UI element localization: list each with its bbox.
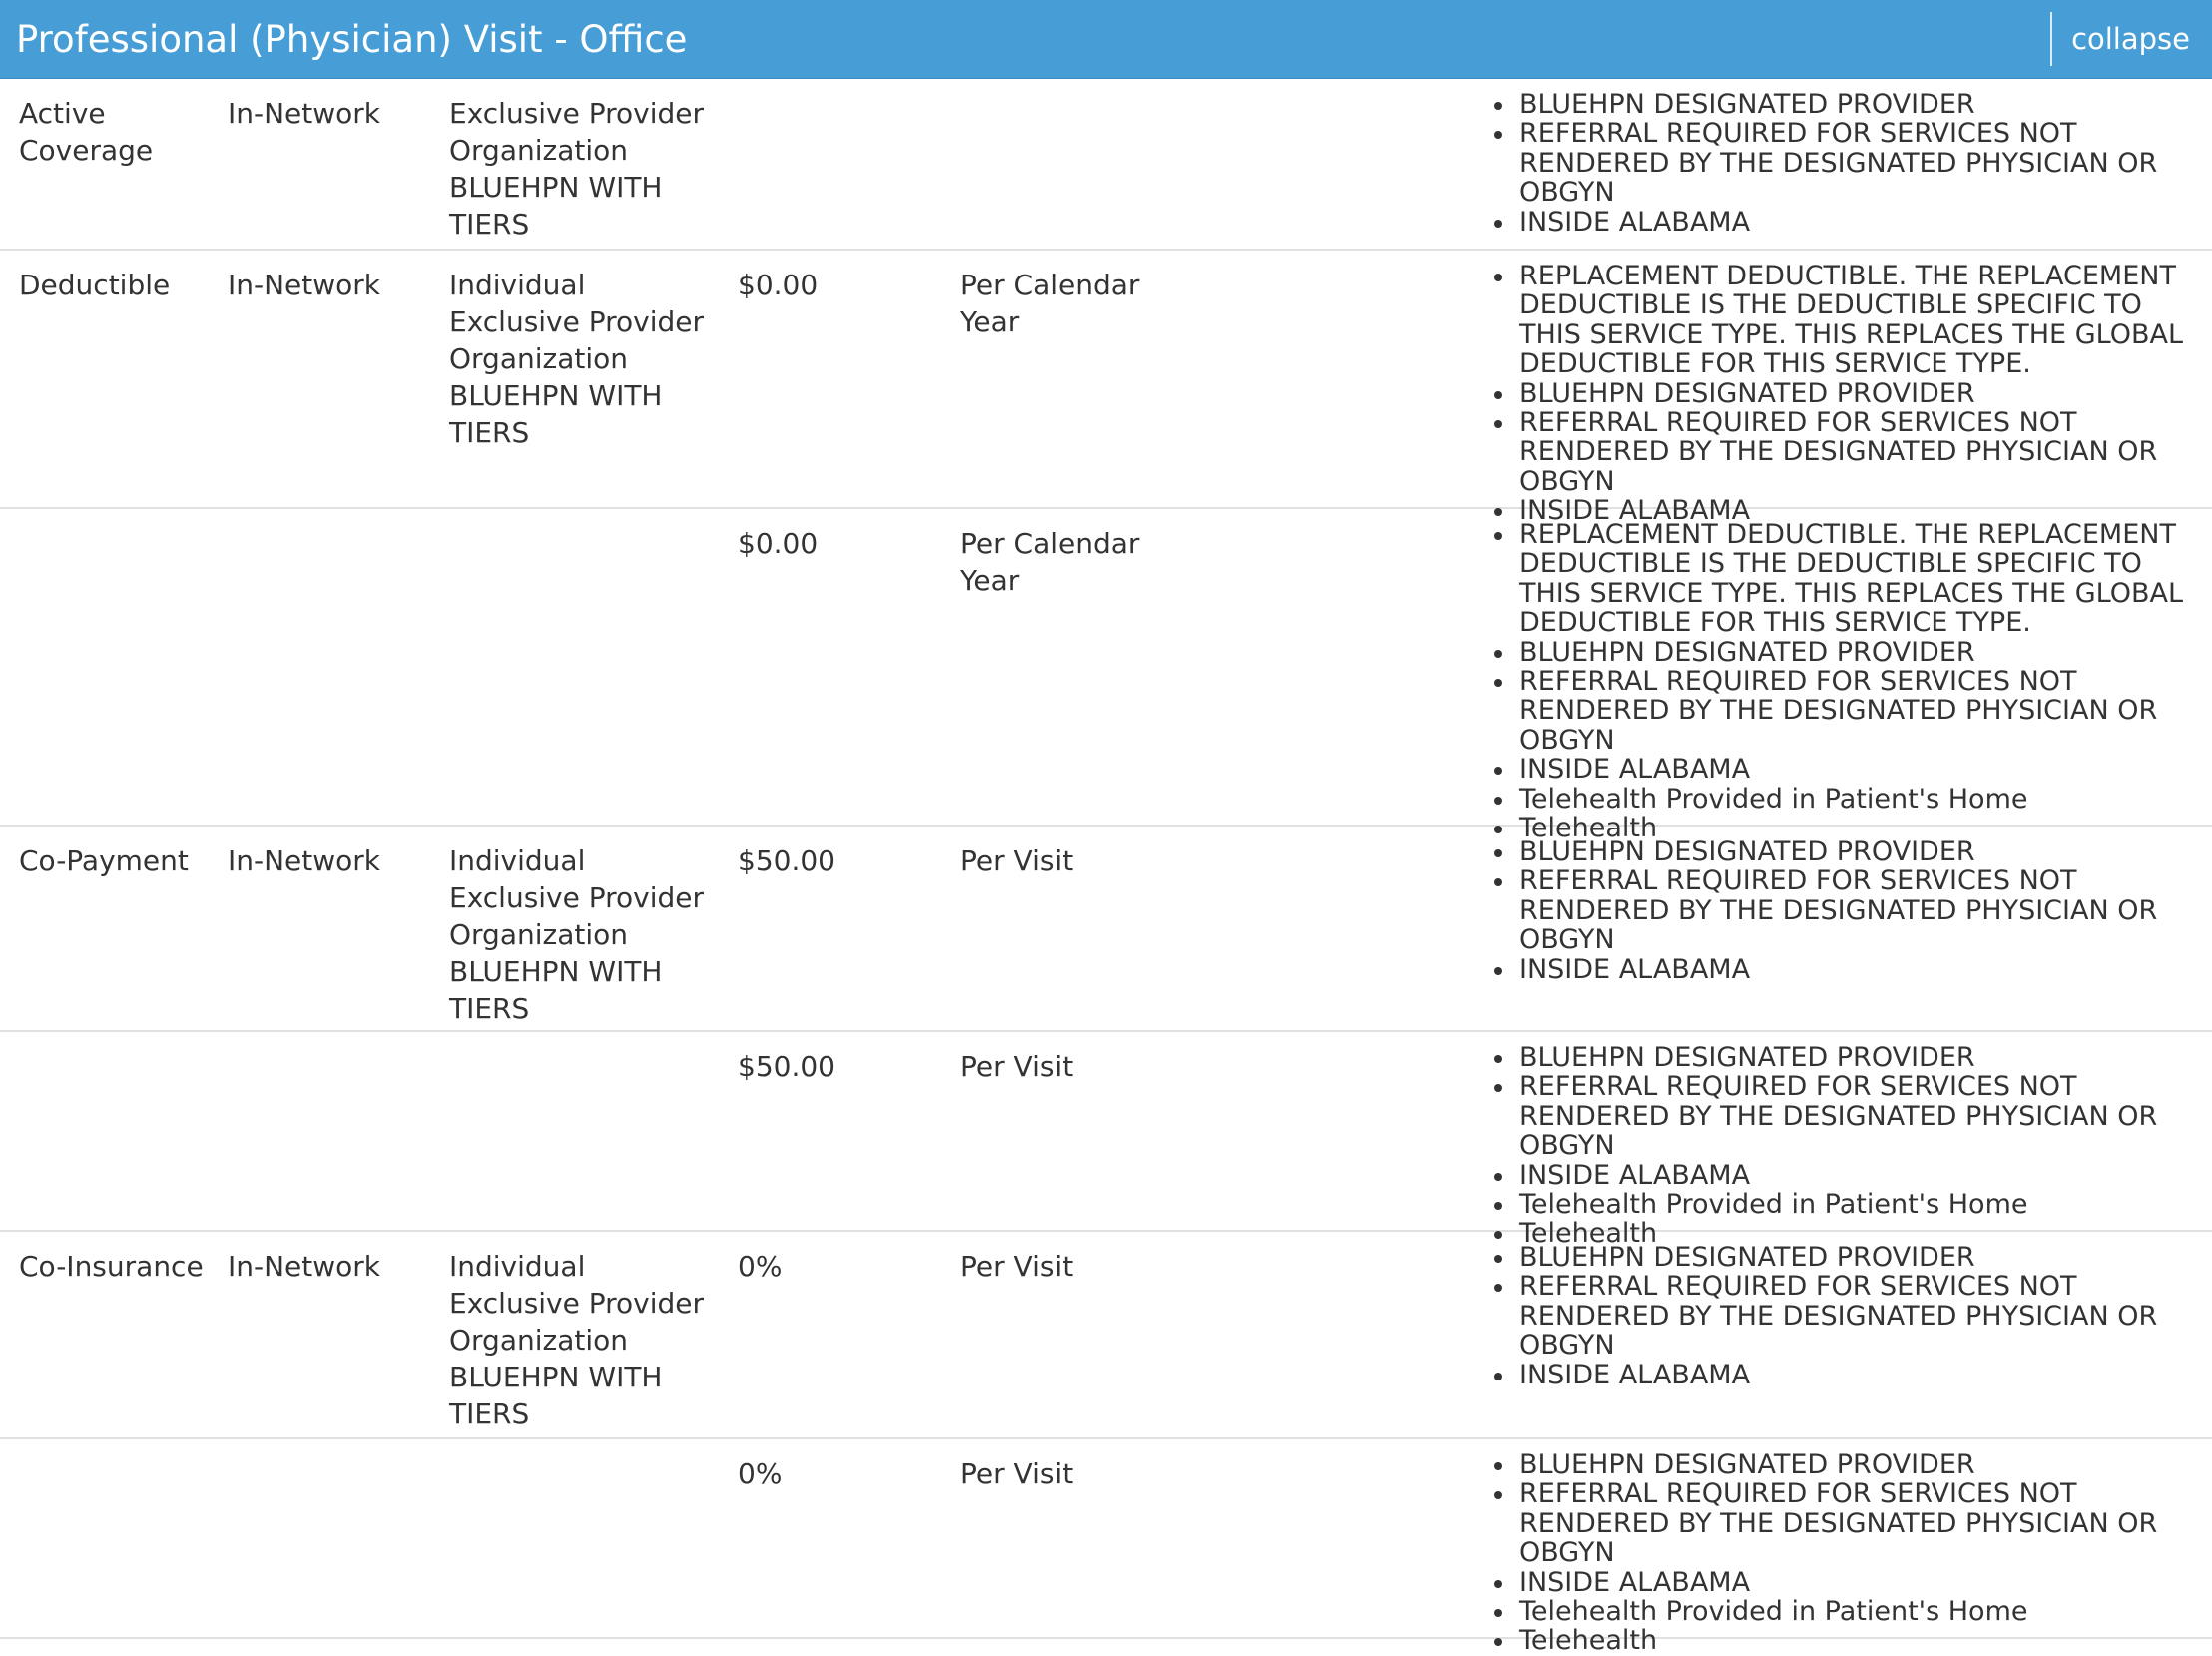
- note-item: INSIDE ALABAMA: [1519, 1161, 2190, 1190]
- note-item: INSIDE ALABAMA: [1519, 496, 2190, 525]
- note-item: INSIDE ALABAMA: [1519, 955, 2190, 984]
- note-item: BLUEHPN DESIGNATED PROVIDER: [1519, 90, 2190, 119]
- notes-cell: [1491, 1043, 2190, 1249]
- plan-cell: Exclusive Provider Organization BLUEHPN WITH TIERS: [449, 97, 705, 241]
- network-cell: In-Network: [228, 844, 381, 877]
- notes-cell: [1491, 1450, 2190, 1656]
- period-cell: Per Visit: [960, 1250, 1074, 1283]
- plan-cell: Individual Exclusive Provider Organization BLUEHPN WITH TIERS: [449, 1250, 705, 1430]
- collapse-control: [2050, 12, 2212, 66]
- note-item: BLUEHPN DESIGNATED PROVIDER: [1519, 837, 2190, 866]
- note-item: BLUEHPN DESIGNATED PROVIDER: [1519, 379, 2190, 408]
- period-cell: Per Visit: [960, 844, 1074, 877]
- benefit-row: [0, 827, 2212, 1032]
- note-item: INSIDE ALABAMA: [1519, 755, 2190, 784]
- note-item: Telehealth Provided in Patient's Home: [1519, 785, 2190, 814]
- period-cell: Per Visit: [960, 1457, 1074, 1490]
- notes-list: [1491, 1450, 2190, 1656]
- plan-cell: Individual Exclusive Provider Organization BLUEHPN WITH TIERS: [449, 269, 705, 449]
- notes-list: [1491, 90, 2190, 237]
- benefit-row: [0, 1032, 2212, 1250]
- notes-cell: [1491, 520, 2190, 842]
- note-item: Telehealth Provided in Patient's Home: [1519, 1190, 2190, 1219]
- amount-cell: $50.00: [738, 1050, 835, 1083]
- note-item: INSIDE ALABAMA: [1519, 1361, 2190, 1389]
- note-item: Telehealth: [1519, 1219, 2190, 1248]
- note-item: INSIDE ALABAMA: [1519, 208, 2190, 237]
- notes-list: [1491, 837, 2190, 984]
- notes-list: [1491, 1043, 2190, 1249]
- coverage-type-cell: Deductible: [19, 269, 171, 301]
- amount-cell: $50.00: [738, 844, 835, 877]
- network-cell: In-Network: [228, 1250, 381, 1283]
- coverage-type-cell: Active Coverage: [19, 97, 154, 167]
- plan-cell: Individual Exclusive Provider Organization BLUEHPN WITH TIERS: [449, 844, 705, 1025]
- note-item: REFERRAL REQUIRED FOR SERVICES NOT RENDERED BY THE DESIGNATED PHYSICIAN OR OBGYN: [1519, 1272, 2190, 1360]
- notes-list: [1491, 1243, 2190, 1389]
- collapse-link[interactable]: collapse: [2071, 22, 2190, 56]
- benefit-row: [0, 1232, 2212, 1439]
- note-item: Telehealth: [1519, 1626, 2190, 1655]
- benefit-row: [0, 1439, 2212, 1656]
- panel-header: [0, 0, 2212, 79]
- benefit-row: [0, 251, 2212, 527]
- amount-cell: $0.00: [738, 269, 819, 301]
- note-item: REFERRAL REQUIRED FOR SERVICES NOT RENDERED BY THE DESIGNATED PHYSICIAN OR OBGYN: [1519, 667, 2190, 755]
- coverage-type-cell: Co-Insurance: [19, 1250, 204, 1283]
- period-cell: Per Calendar Year: [960, 269, 1140, 338]
- note-item: Telehealth Provided in Patient's Home: [1519, 1597, 2190, 1626]
- panel-title: Professional (Physician) Visit - Office: [16, 17, 688, 61]
- note-item: REFERRAL REQUIRED FOR SERVICES NOT RENDERED BY THE DESIGNATED PHYSICIAN OR OBGYN: [1519, 408, 2190, 496]
- amount-cell: 0%: [738, 1250, 783, 1283]
- note-item: Telehealth: [1519, 814, 2190, 842]
- amount-cell: 0%: [738, 1457, 783, 1490]
- note-item: REPLACEMENT DEDUCTIBLE. THE REPLACEMENT DEDUCTIBLE IS THE DEDUCTIBLE SPECIFIC TO THIS SERVICE TYPE. THIS REPLACES THE GLOBAL DEDUCTIBLE FOR THIS SERVICE TYPE.: [1519, 262, 2190, 379]
- coverage-type-cell: Co-Payment: [19, 844, 189, 877]
- notes-cell: [1491, 837, 2190, 984]
- benefit-rows: [0, 79, 2212, 1656]
- period-cell: Per Calendar Year: [960, 527, 1140, 597]
- notes-cell: [1491, 1243, 2190, 1389]
- notes-cell: [1491, 90, 2190, 237]
- amount-cell: $0.00: [738, 527, 819, 560]
- benefit-row: [0, 509, 2212, 844]
- note-item: BLUEHPN DESIGNATED PROVIDER: [1519, 1243, 2190, 1272]
- note-item: BLUEHPN DESIGNATED PROVIDER: [1519, 1450, 2190, 1479]
- notes-list: [1491, 520, 2190, 842]
- network-cell: In-Network: [228, 97, 381, 130]
- notes-cell: [1491, 262, 2190, 526]
- note-item: REPLACEMENT DEDUCTIBLE. THE REPLACEMENT DEDUCTIBLE IS THE DEDUCTIBLE SPECIFIC TO THIS SERVICE TYPE. THIS REPLACES THE GLOBAL DEDUCTIBLE FOR THIS SERVICE TYPE.: [1519, 520, 2190, 638]
- note-item: INSIDE ALABAMA: [1519, 1568, 2190, 1597]
- period-cell: Per Visit: [960, 1050, 1074, 1083]
- note-item: REFERRAL REQUIRED FOR SERVICES NOT RENDERED BY THE DESIGNATED PHYSICIAN OR OBGYN: [1519, 866, 2190, 954]
- note-item: BLUEHPN DESIGNATED PROVIDER: [1519, 1043, 2190, 1072]
- note-item: REFERRAL REQUIRED FOR SERVICES NOT RENDERED BY THE DESIGNATED PHYSICIAN OR OBGYN: [1519, 1479, 2190, 1567]
- notes-list: [1491, 262, 2190, 526]
- network-cell: In-Network: [228, 269, 381, 301]
- benefit-row: [0, 79, 2212, 251]
- note-item: BLUEHPN DESIGNATED PROVIDER: [1519, 638, 2190, 667]
- note-item: REFERRAL REQUIRED FOR SERVICES NOT RENDERED BY THE DESIGNATED PHYSICIAN OR OBGYN: [1519, 119, 2190, 207]
- note-item: REFERRAL REQUIRED FOR SERVICES NOT RENDERED BY THE DESIGNATED PHYSICIAN OR OBGYN: [1519, 1072, 2190, 1160]
